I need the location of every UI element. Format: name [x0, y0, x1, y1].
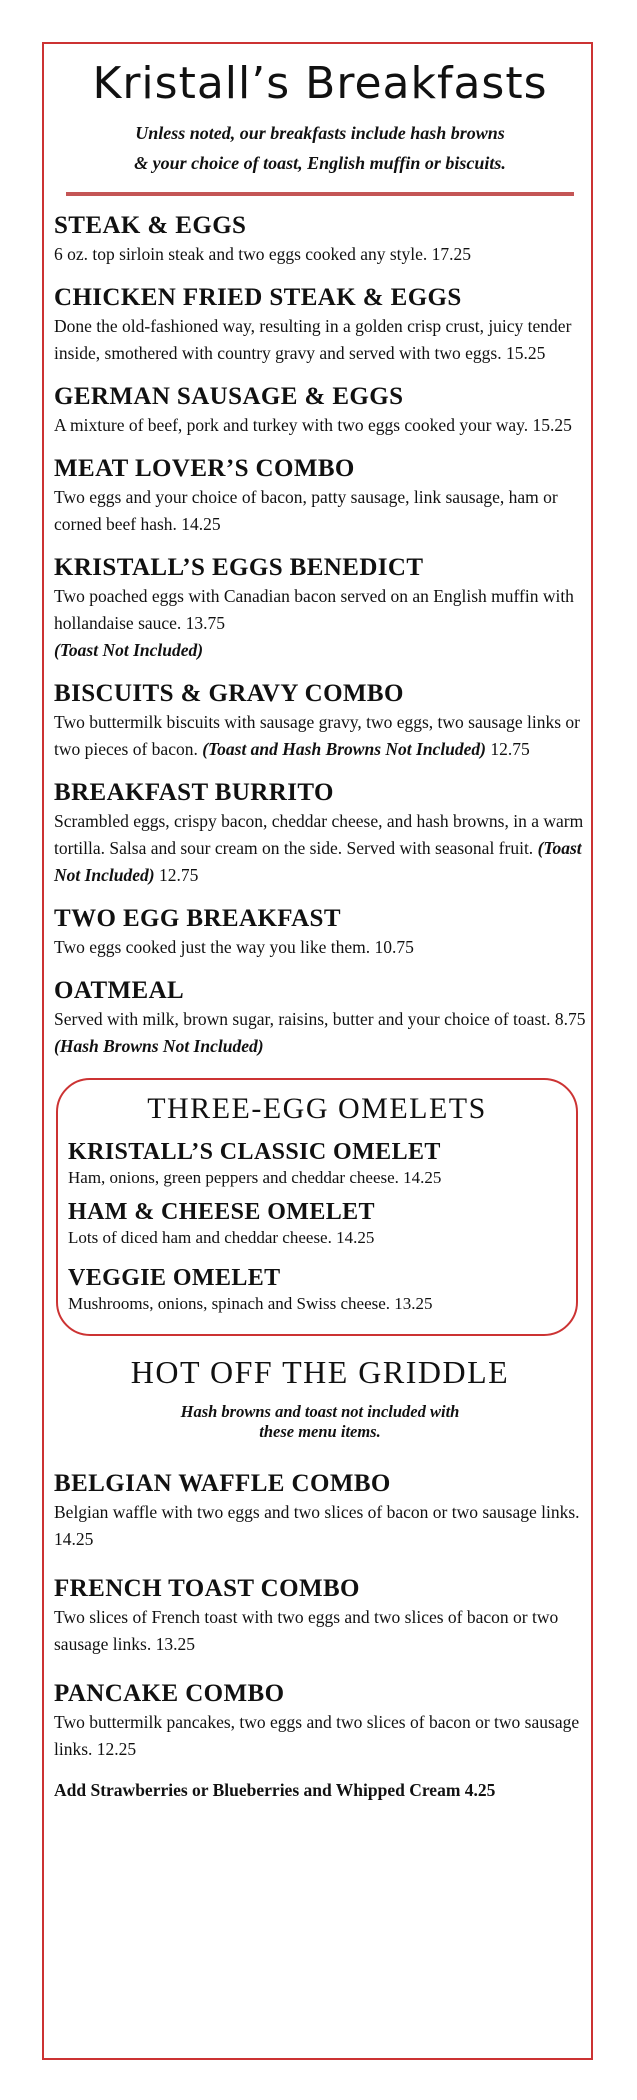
description-text: A mixture of beef, pork and turkey with two eggs cooked your way. 15.25 — [54, 415, 572, 435]
description-text: Scrambled eggs, crispy bacon, cheddar cheese, and hash browns, in a warm tortilla. Salsa and sour cream on the side. Served with seasonal fruit. — [54, 811, 584, 858]
item-note: (Toast and Hash Browns Not Included) — [202, 739, 487, 759]
description-text: Two poached eggs with Canadian bacon served on an English muffin with hollandaise sauce. 13.75 — [54, 586, 574, 633]
item-name: PANCAKE COMBO — [54, 1680, 285, 1707]
item-name: HAM & CHEESE OMELET — [68, 1199, 375, 1225]
item-description: Lots of diced ham and cheddar cheese. 14.25 — [68, 1228, 375, 1247]
item-description: Two slices of French toast with two eggs and two slices of bacon or two sausage links. 13.25 — [54, 1607, 559, 1654]
description-text: Two buttermilk biscuits with sausage gravy, two eggs, two sausage links or two pieces of bacon. — [54, 712, 580, 759]
item-description — [54, 484, 586, 538]
item-description: Belgian waffle with two eggs and two slices of bacon or two sausage links. 14.25 — [54, 1502, 580, 1549]
item-name: KRISTALL’S CLASSIC OMELET — [68, 1139, 441, 1165]
omelets-heading: THREE-EGG OMELETS — [147, 1092, 487, 1125]
item-note: (Hash Browns Not Included) — [54, 1036, 264, 1056]
item-name: OATMEAL — [54, 977, 185, 1004]
griddle-heading: HOT OFF THE GRIDDLE — [130, 1354, 510, 1390]
item-price: 12.75 — [486, 739, 530, 759]
menu-item-meat-lovers — [54, 453, 586, 538]
menu-page — [54, 52, 586, 1821]
item-name: BISCUITS & GRAVY COMBO — [54, 680, 404, 707]
description-text: Two eggs and your choice of bacon, patty sausage, link sausage, ham or corned beef hash. 14.25 — [54, 487, 558, 534]
menu-item-steak-eggs — [54, 210, 586, 268]
menu-item-oatmeal — [54, 975, 586, 1060]
item-description — [54, 313, 586, 367]
description-text: Served with milk, brown sugar, raisins, butter and your choice of toast. 8.75 — [54, 1009, 586, 1029]
item-name: VEGGIE OMELET — [68, 1265, 281, 1291]
item-name: BELGIAN WAFFLE COMBO — [54, 1470, 391, 1497]
item-name: STEAK & EGGS — [54, 212, 247, 239]
menu-item-biscuits-gravy — [54, 678, 586, 763]
item-description — [54, 808, 586, 889]
description-text: 6 oz. top sirloin steak and two eggs cooked any style. 17.25 — [54, 244, 472, 264]
subtitle-line-2: & your choice of toast, English muffin or biscuits. — [134, 153, 506, 173]
omelets-section — [56, 1078, 578, 1336]
menu-item-chicken-fried-steak — [54, 282, 586, 367]
menu-item-pancake — [54, 1678, 586, 1763]
griddle-note-line-1: Hash browns and toast not included with — [180, 1402, 460, 1421]
item-description: Ham, onions, green peppers and cheddar cheese. 14.25 — [68, 1168, 442, 1187]
item-note: (Toast Not Included) — [54, 640, 204, 660]
menu-item-classic-omelet — [68, 1138, 566, 1190]
item-name: GERMAN SAUSAGE & EGGS — [54, 383, 404, 410]
menu-subtitle — [54, 118, 586, 178]
item-description: Two buttermilk pancakes, two eggs and two slices of bacon or two sausage links. 12.25 — [54, 1712, 580, 1759]
item-description — [54, 241, 586, 268]
griddle-note-line-2: these menu items. — [259, 1422, 381, 1441]
menu-item-two-egg — [54, 903, 586, 961]
item-description — [54, 1006, 586, 1060]
menu-item-french-toast — [54, 1573, 586, 1658]
griddle-addon: Add Strawberries or Blueberries and Whipped Cream 4.25 — [54, 1780, 496, 1800]
menu-title: Kristall’s Breakfasts — [92, 58, 548, 109]
menu-item-german-sausage — [54, 381, 586, 439]
menu-item-eggs-benedict — [54, 552, 586, 664]
griddle-note — [54, 1402, 586, 1442]
item-name: TWO EGG BREAKFAST — [54, 905, 341, 932]
menu-item-belgian-waffle — [54, 1468, 586, 1553]
item-description — [54, 412, 586, 439]
item-name: FRENCH TOAST COMBO — [54, 1575, 360, 1602]
item-name: MEAT LOVER’S COMBO — [54, 455, 355, 482]
menu-item-veggie-omelet — [68, 1264, 566, 1316]
item-name: CHICKEN FRIED STEAK & EGGS — [54, 284, 462, 311]
item-name: KRISTALL’S EGGS BENEDICT — [54, 554, 424, 581]
item-description: Mushrooms, onions, spinach and Swiss cheese. 13.25 — [68, 1294, 433, 1313]
subtitle-line-1: Unless noted, our breakfasts include hash browns — [135, 123, 505, 143]
item-note: (Toast Not Included) — [54, 838, 582, 885]
description-text: Two eggs cooked just the way you like them. 10.75 — [54, 937, 414, 957]
description-text: Done the old-fashioned way, resulting in a golden crisp crust, juicy tender inside, smothered with country gravy and served with two eggs. 15.25 — [54, 316, 572, 363]
item-description — [54, 934, 586, 961]
divider-rule — [66, 192, 574, 196]
item-price: 12.75 — [154, 865, 199, 885]
item-name: BREAKFAST BURRITO — [54, 779, 334, 806]
menu-item-ham-cheese-omelet — [68, 1198, 566, 1250]
item-description — [54, 583, 586, 664]
menu-item-breakfast-burrito — [54, 777, 586, 889]
item-description — [54, 709, 586, 763]
